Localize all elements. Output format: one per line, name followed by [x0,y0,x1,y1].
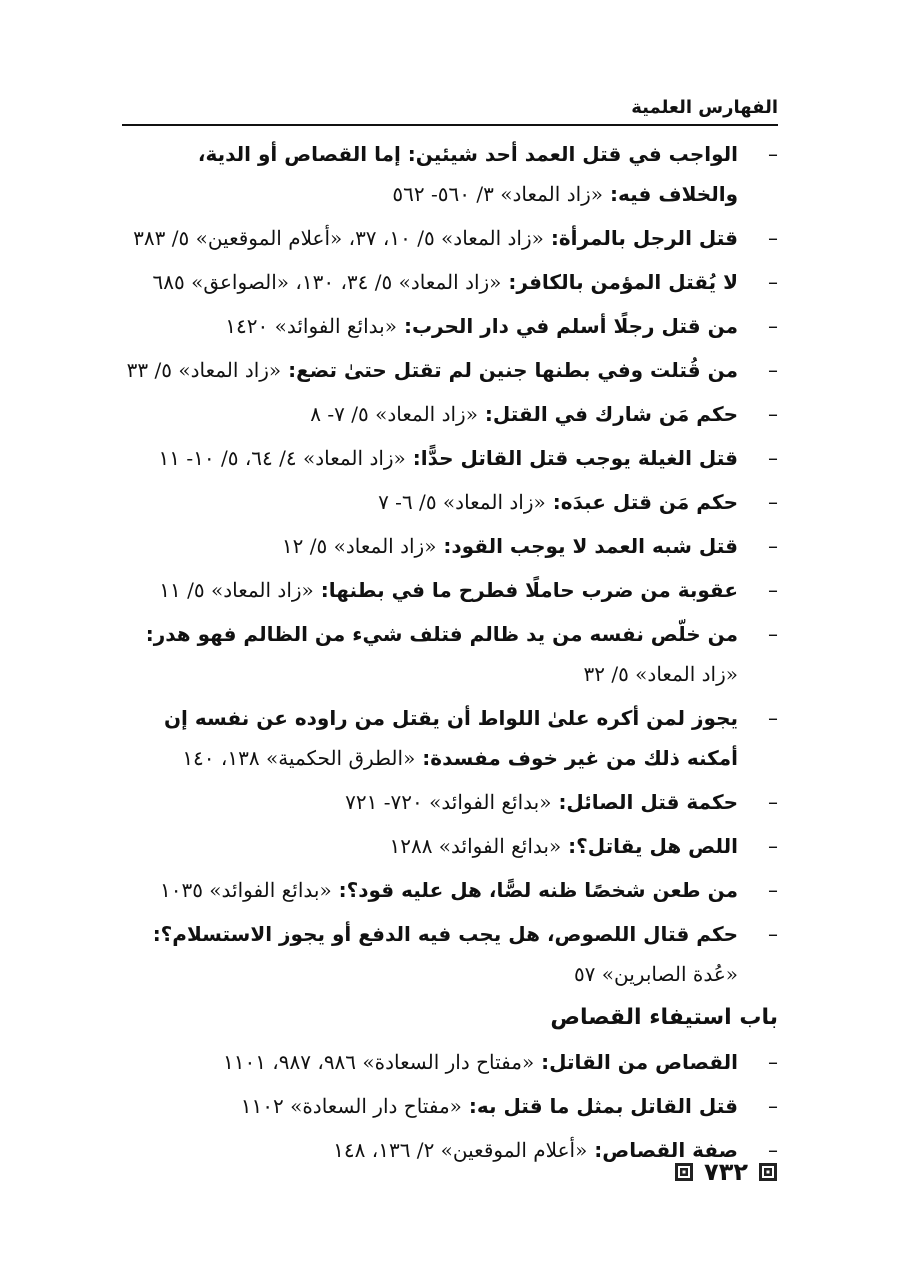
entry-dash: – [768,358,778,382]
entry-dash: – [768,446,778,470]
index-entry [122,438,778,478]
entry-dash: – [768,490,778,514]
entry-dash: – [768,706,778,730]
index-list [122,134,778,994]
entry-title: من طعن شخصًا ظنه لصًّا، هل عليه قود؟: [338,878,738,902]
entry-reference: «زاد المعاد» ٤/ ٦٤، ٥/ ١٠- ١١ [158,446,406,470]
entry-reference: «بدائع الفوائد» ١٤٢٠ [225,314,397,338]
entry-dash: – [768,834,778,858]
index-entry [122,394,778,434]
page-number: ٧٣٢ [704,1158,748,1186]
index-entry [122,782,778,822]
entry-title: من خلّص نفسه من يد ظالم فتلف شيء من الظالم فهو هدر: [145,622,738,646]
entry-title: حكم مَن شارك في القتل: [484,402,738,426]
entry-title: اللص هل يقاتل؟: [568,834,738,858]
entry-reference: «زاد المعاد» ٥/ ١٢ [281,534,437,558]
entry-dash: – [768,142,778,166]
ornament-left-icon [674,1162,694,1182]
entry-title: الواجب في قتل العمد أحد شيئين: إما القصاص أو الدية، والخلاف فيه: [197,142,738,206]
index-entry [122,218,778,258]
index-entry [122,870,778,910]
entry-reference: «زاد المعاد» ٥/ ٣٤، ١٣٠، «الصواعق» ٦٨٥ [152,270,502,294]
entry-reference: «زاد المعاد» ٥/ ٣٣ [126,358,282,382]
entry-dash: – [768,622,778,646]
running-header [122,84,778,126]
index-entry [122,1086,778,1126]
entry-dash: – [768,578,778,602]
page-footer [674,1154,778,1190]
entry-title: من قُتلت وفي بطنها جنين لم تقتل حتىٰ تضع: [288,358,738,382]
entry-dash: – [768,922,778,946]
entry-reference: «عُدة الصابرين» ٥٧ [573,962,738,986]
index-entry [122,482,778,522]
entry-reference: «بدائع الفوائد» ١٢٨٨ [389,834,562,858]
entry-reference: «مفتاح دار السعادة» ١١٠٢ [240,1094,462,1118]
index-entry [122,262,778,302]
entry-dash: – [768,314,778,338]
entry-title: يجوز لمن أكره علىٰ اللواط أن يقتل من راوده عن نفسه إن أمكنه ذلك من غير خوف مفسدة: [163,706,738,770]
index-entry [122,826,778,866]
entry-title: صفة القصاص: [594,1138,738,1162]
entry-reference: «مفتاح دار السعادة» ٩٨٦، ٩٨٧، ١١٠١ [222,1050,535,1074]
entry-dash: – [768,402,778,426]
index-entry [122,914,778,994]
entry-dash: – [768,1050,778,1074]
entry-reference: «بدائع الفوائد» ١٠٣٥ [159,878,332,902]
index-entry [122,614,778,694]
entry-reference: «زاد المعاد» ٥/ ١٠، ٣٧، «أعلام الموقعين» ٥/ ٣٨٣ [133,226,544,250]
entry-title: من قتل رجلًا أسلم في دار الحرب: [403,314,738,338]
section-heading: باب استيفاء القصاص [550,1005,778,1030]
index-entry [122,1042,778,1082]
entry-reference: «بدائع الفوائد» ٧٢٠- ٧٢١ [345,790,552,814]
index-entry [122,134,778,214]
entry-dash: – [768,1138,778,1162]
entry-dash: – [768,790,778,814]
ornament-right-icon [758,1162,778,1182]
index-content [122,134,778,1174]
entry-reference: «زاد المعاد» ٥/ ١١ [159,578,314,602]
entry-title: قتل الرجل بالمرأة: [550,226,738,250]
entry-reference: «زاد المعاد» ٣/ ٥٦٠- ٥٦٢ [392,182,604,206]
index-entry [122,306,778,346]
index-entry [122,698,778,778]
entry-dash: – [768,270,778,294]
index-entry [122,350,778,390]
entry-title: عقوبة من ضرب حاملًا فطرح ما في بطنها: [320,578,738,602]
entry-title: قتل الغيلة يوجب قتل القاتل حدًّا: [412,446,738,470]
entry-reference: «زاد المعاد» ٥/ ٧- ٨ [310,402,478,426]
entry-title: حكمة قتل الصائل: [558,790,738,814]
entry-reference: «الطرق الحكمية» ١٣٨، ١٤٠ [182,746,416,770]
entry-title: حكم قتال اللصوص، هل يجب فيه الدفع أو يجوز الاستسلام؟: [152,922,738,946]
index-entry [122,570,778,610]
entry-reference: «زاد المعاد» ٥/ ٣٢ [583,662,738,686]
entry-title: قتل القاتل بمثل ما قتل به: [468,1094,738,1118]
entry-title: حكم مَن قتل عبدَه: [552,490,738,514]
entry-reference: «أعلام الموقعين» ٢/ ١٣٦، ١٤٨ [333,1138,588,1162]
entry-title: لا يُقتل المؤمن بالكافر: [508,270,738,294]
entry-reference: «زاد المعاد» ٥/ ٦- ٧ [378,490,546,514]
header-title: الفهارس العلمية [631,97,778,118]
entry-dash: – [768,534,778,558]
entry-title: قتل شبه العمد لا يوجب القود: [443,534,738,558]
index-list-section [122,1042,778,1170]
entry-dash: – [768,1094,778,1118]
entry-title: القصاص من القاتل: [541,1050,738,1074]
entry-dash: – [768,878,778,902]
index-entry [122,526,778,566]
entry-dash: – [768,226,778,250]
